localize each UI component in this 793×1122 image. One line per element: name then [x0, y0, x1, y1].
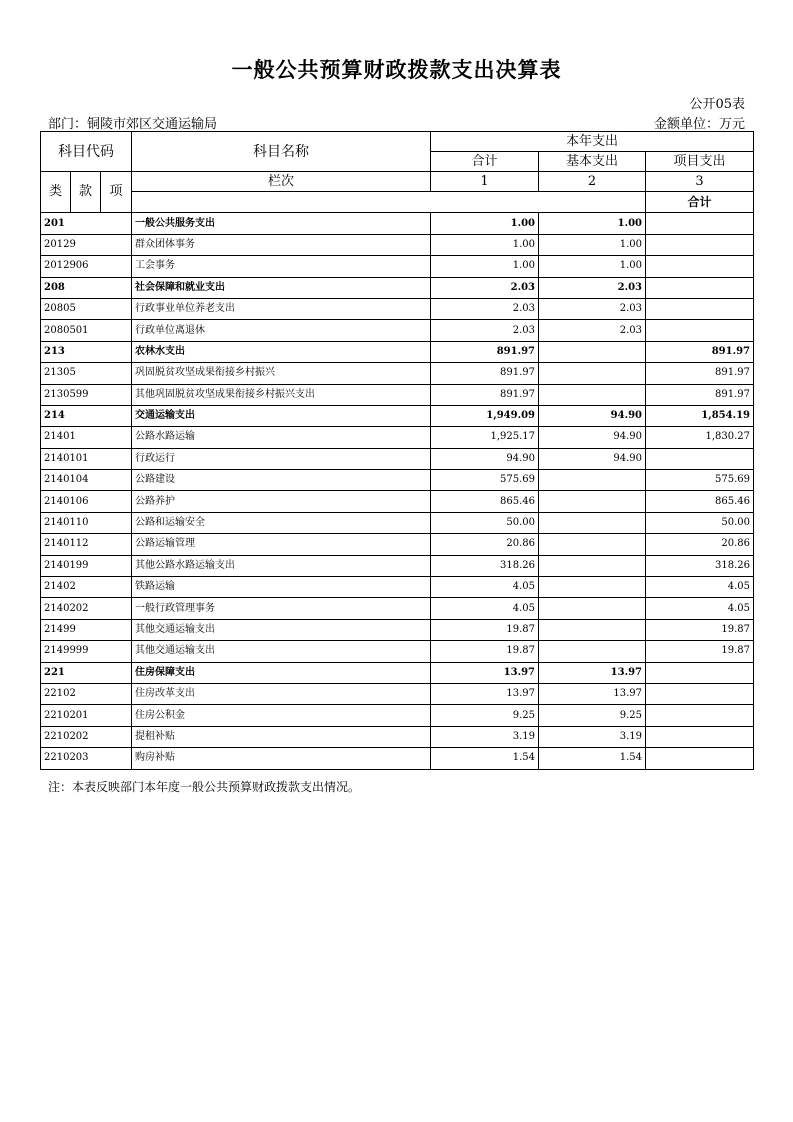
row-project — [646, 748, 754, 769]
row-name: 其他公路水路运输支出 — [132, 555, 431, 576]
row-basic — [539, 641, 646, 662]
row-name: 购房补贴 — [132, 748, 431, 769]
row-total: 891.97 — [431, 341, 539, 362]
row-name: 提租补贴 — [132, 726, 431, 747]
header-column-label: 栏次 — [132, 172, 431, 192]
row-name: 巩固脱贫攻坚成果衔接乡村振兴 — [132, 363, 431, 384]
row-basic: 2.03 — [539, 320, 646, 341]
row-name: 行政单位离退休 — [132, 320, 431, 341]
row-total: 4.05 — [431, 598, 539, 619]
row-project: 1,854.19 — [646, 405, 754, 426]
row-basic: 13.97 — [539, 683, 646, 704]
row-code: 2140106 — [41, 491, 132, 512]
row-project: 865.46 — [646, 491, 754, 512]
amount-unit-label: 金额单位：万元 — [653, 117, 745, 132]
row-name: 行政运行 — [132, 448, 431, 469]
table-row — [41, 448, 754, 469]
header-col1: 1 — [431, 172, 539, 192]
row-name: 群众团体事务 — [132, 234, 431, 255]
header-name: 科目名称 — [132, 132, 431, 172]
row-project — [646, 320, 754, 341]
row-total: 3.19 — [431, 726, 539, 747]
table-row — [41, 662, 754, 683]
header-current-year: 本年支出 — [431, 132, 754, 152]
header-basic: 基本支出 — [539, 152, 646, 172]
header-col2: 2 — [539, 172, 646, 192]
row-project: 19.87 — [646, 641, 754, 662]
table-row — [41, 726, 754, 747]
row-basic: 9.25 — [539, 705, 646, 726]
row-basic — [539, 534, 646, 555]
row-total: 1.00 — [431, 213, 539, 234]
header-kuan: 款 — [71, 172, 101, 213]
row-code: 2140112 — [41, 534, 132, 555]
row-code: 213 — [41, 341, 132, 362]
table-row — [41, 363, 754, 384]
row-name: 住房改革支出 — [132, 683, 431, 704]
header-row-1 — [41, 132, 754, 152]
row-total: 1.00 — [431, 256, 539, 277]
row-basic — [539, 598, 646, 619]
table-row — [41, 298, 754, 319]
row-basic: 3.19 — [539, 726, 646, 747]
row-name: 社会保障和就业支出 — [132, 277, 431, 298]
header-code: 科目代码 — [41, 132, 132, 172]
row-total: 1.00 — [431, 234, 539, 255]
table-row — [41, 641, 754, 662]
row-name: 农林水支出 — [132, 341, 431, 362]
row-project — [646, 662, 754, 683]
row-name: 住房保障支出 — [132, 662, 431, 683]
row-basic: 2.03 — [539, 298, 646, 319]
row-total: 891.97 — [431, 363, 539, 384]
row-total: 94.90 — [431, 448, 539, 469]
row-total: 20.86 — [431, 534, 539, 555]
row-project: 891.97 — [646, 384, 754, 405]
table-row — [41, 213, 754, 234]
row-project — [646, 726, 754, 747]
row-total: 1,949.09 — [431, 405, 539, 426]
total-code-blank — [132, 192, 646, 213]
header-xiang: 项 — [101, 172, 132, 213]
row-code: 2140199 — [41, 555, 132, 576]
row-code: 201 — [41, 213, 132, 234]
row-project: 4.05 — [646, 577, 754, 598]
row-total: 318.26 — [431, 555, 539, 576]
row-total: 9.25 — [431, 705, 539, 726]
row-total: 891.97 — [431, 384, 539, 405]
header-col3: 3 — [646, 172, 754, 192]
row-total: 19.87 — [431, 641, 539, 662]
table-row — [41, 619, 754, 640]
row-project: 575.69 — [646, 470, 754, 491]
row-project: 4.05 — [646, 598, 754, 619]
row-code: 2080501 — [41, 320, 132, 341]
table-row — [41, 384, 754, 405]
row-project — [646, 705, 754, 726]
row-project: 19.87 — [646, 619, 754, 640]
row-code: 21305 — [41, 363, 132, 384]
row-name: 行政事业单位养老支出 — [132, 298, 431, 319]
table-row — [41, 512, 754, 533]
row-basic — [539, 341, 646, 362]
table-row — [41, 748, 754, 769]
row-code: 20805 — [41, 298, 132, 319]
row-project — [646, 448, 754, 469]
total-row — [41, 192, 754, 213]
header-lei: 类 — [41, 172, 71, 213]
row-basic — [539, 363, 646, 384]
expenditure-table — [40, 131, 754, 770]
table-row — [41, 705, 754, 726]
row-basic: 1.00 — [539, 213, 646, 234]
row-project — [646, 213, 754, 234]
row-total: 19.87 — [431, 619, 539, 640]
row-code: 21499 — [41, 619, 132, 640]
row-total: 575.69 — [431, 470, 539, 491]
row-basic: 2.03 — [539, 277, 646, 298]
header-project: 项目支出 — [646, 152, 754, 172]
row-basic: 94.90 — [539, 448, 646, 469]
row-project: 318.26 — [646, 555, 754, 576]
row-code: 2012906 — [41, 256, 132, 277]
table-row — [41, 598, 754, 619]
table-row — [41, 277, 754, 298]
row-basic: 1.00 — [539, 234, 646, 255]
row-name: 公路运输管理 — [132, 534, 431, 555]
row-basic — [539, 619, 646, 640]
row-code: 2140101 — [41, 448, 132, 469]
row-project — [646, 277, 754, 298]
row-code: 2210202 — [41, 726, 132, 747]
row-basic — [539, 470, 646, 491]
row-code: 2210203 — [41, 748, 132, 769]
row-total: 2.03 — [431, 320, 539, 341]
row-total: 2.03 — [431, 298, 539, 319]
table-row — [41, 555, 754, 576]
row-project — [646, 256, 754, 277]
row-basic — [539, 512, 646, 533]
row-basic: 1.54 — [539, 748, 646, 769]
row-total: 865.46 — [431, 491, 539, 512]
table-row — [41, 534, 754, 555]
row-code: 21402 — [41, 577, 132, 598]
table-row — [41, 491, 754, 512]
row-name: 公路建设 — [132, 470, 431, 491]
total-label: 合计 — [646, 192, 754, 213]
row-code: 208 — [41, 277, 132, 298]
table-row — [41, 470, 754, 491]
row-code: 2149999 — [41, 641, 132, 662]
table-row — [41, 256, 754, 277]
form-number: 公开05表 — [689, 97, 745, 112]
row-basic — [539, 491, 646, 512]
row-basic — [539, 555, 646, 576]
row-basic — [539, 577, 646, 598]
row-name: 公路养护 — [132, 491, 431, 512]
row-total: 1.54 — [431, 748, 539, 769]
row-name: 其他巩固脱贫攻坚成果衔接乡村振兴支出 — [132, 384, 431, 405]
row-code: 221 — [41, 662, 132, 683]
row-name: 铁路运输 — [132, 577, 431, 598]
page-title: 一般公共预算财政拨款支出决算表 — [231, 58, 562, 82]
row-basic: 94.90 — [539, 427, 646, 448]
row-total: 4.05 — [431, 577, 539, 598]
row-project — [646, 234, 754, 255]
row-project — [646, 298, 754, 319]
table-row — [41, 683, 754, 704]
row-name: 公路和运输安全 — [132, 512, 431, 533]
table-row — [41, 234, 754, 255]
row-name: 住房公积金 — [132, 705, 431, 726]
row-name: 一般公共服务支出 — [132, 213, 431, 234]
row-name: 一般行政管理事务 — [132, 598, 431, 619]
table-row — [41, 320, 754, 341]
row-total: 50.00 — [431, 512, 539, 533]
row-total: 13.97 — [431, 683, 539, 704]
row-name: 工会事务 — [132, 256, 431, 277]
header-row-3 — [41, 172, 754, 192]
row-basic: 13.97 — [539, 662, 646, 683]
row-basic: 1.00 — [539, 256, 646, 277]
header-total: 合计 — [431, 152, 539, 172]
row-code: 20129 — [41, 234, 132, 255]
row-project: 891.97 — [646, 341, 754, 362]
row-project: 1,830.27 — [646, 427, 754, 448]
row-total: 2.03 — [431, 277, 539, 298]
row-name: 其他交通运输支出 — [132, 641, 431, 662]
row-code: 2140110 — [41, 512, 132, 533]
row-total: 1,925.17 — [431, 427, 539, 448]
department-label: 部门：铜陵市郊区交通运输局 — [48, 117, 218, 132]
row-code: 22102 — [41, 683, 132, 704]
row-basic — [539, 384, 646, 405]
row-project — [646, 683, 754, 704]
row-code: 21401 — [41, 427, 132, 448]
row-name: 公路水路运输 — [132, 427, 431, 448]
row-name: 其他交通运输支出 — [132, 619, 431, 640]
table-row — [41, 427, 754, 448]
row-code: 2140202 — [41, 598, 132, 619]
row-basic: 94.90 — [539, 405, 646, 426]
row-project: 891.97 — [646, 363, 754, 384]
table-row — [41, 405, 754, 426]
row-name: 交通运输支出 — [132, 405, 431, 426]
row-code: 2130599 — [41, 384, 132, 405]
row-total: 13.97 — [431, 662, 539, 683]
row-code: 214 — [41, 405, 132, 426]
row-code: 2140104 — [41, 470, 132, 491]
row-project: 50.00 — [646, 512, 754, 533]
row-code: 2210201 — [41, 705, 132, 726]
table-row — [41, 341, 754, 362]
footnote: 注：本表反映部门本年度一般公共预算财政拨款支出情况。 — [48, 780, 361, 794]
table-row — [41, 577, 754, 598]
row-project: 20.86 — [646, 534, 754, 555]
